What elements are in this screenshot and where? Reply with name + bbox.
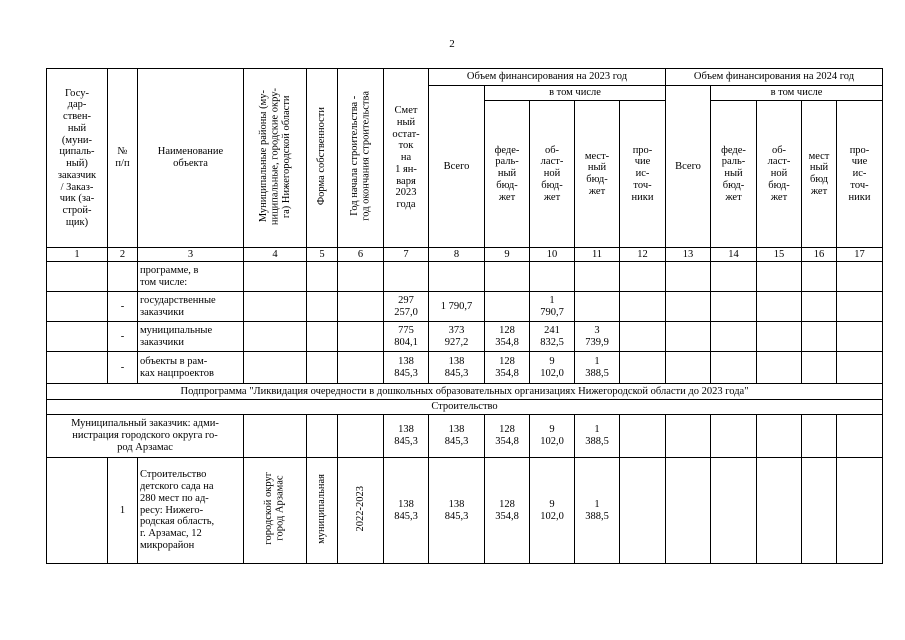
header-federal-2024: феде- раль- ный бюд- жет — [711, 101, 757, 248]
cell-local: 1 388,5 — [575, 415, 620, 458]
header-local-2023: мест- ный бюд- жет — [575, 101, 620, 248]
table-row — [47, 458, 883, 564]
header-including-2023: в том числе — [485, 86, 666, 101]
cell-regional: 9 102,0 — [530, 415, 575, 458]
table-row — [47, 262, 883, 292]
object-years: 2022-2023 — [338, 458, 384, 564]
programme-text: программе, в том числе: — [138, 262, 244, 292]
header-including-2024: в том числе — [711, 86, 883, 101]
subprogramme-title: Подпрограмма "Ликвидация очередности в дошкольных образовательных организациях Нижегородской области до 2023 года" — [47, 384, 883, 400]
cell-federal: 128 354,8 — [485, 322, 530, 352]
cell-regional: 9 102,0 — [530, 352, 575, 384]
cell-total: 1 790,7 — [429, 292, 485, 322]
table-row — [47, 292, 883, 322]
header-districts: Муниципальные районы (му- ниципальные, городские окру- га) Нижегородской области — [244, 69, 307, 248]
header-number: № п/п — [108, 69, 138, 248]
header-regional-2023: об- ласт- ной бюд- жет — [530, 101, 575, 248]
header-fin-2023: Объем финансирования на 2023 год — [429, 69, 666, 86]
cell-total: 138 845,3 — [429, 415, 485, 458]
header-regional-2024: об- ласт- ной бюд- жет — [757, 101, 802, 248]
row-dash: - — [108, 292, 138, 322]
header-total-2023: Всего — [429, 86, 485, 248]
cell-total: 138 845,3 — [429, 352, 485, 384]
cell-local: 1 388,5 — [575, 352, 620, 384]
row-dash: - — [108, 352, 138, 384]
cell-balance: 138 845,3 — [384, 458, 429, 564]
cell-balance: 138 845,3 — [384, 352, 429, 384]
object-ownership: муниципальная — [307, 458, 338, 564]
cell-federal: 128 354,8 — [485, 352, 530, 384]
header-other-2023: про- чие ис- точ- ники — [620, 101, 666, 248]
cell-regional: 9 102,0 — [530, 458, 575, 564]
cell-balance: 138 845,3 — [384, 415, 429, 458]
column-numbers-row — [47, 248, 883, 262]
cell-regional: 1 790,7 — [530, 292, 575, 322]
object-district: городской округ город Арзамас — [244, 458, 307, 564]
cell-federal: 128 354,8 — [485, 458, 530, 564]
header-local-2024: мест ный бюд жет — [802, 101, 837, 248]
cell-local: 3 739,9 — [575, 322, 620, 352]
col-num: 11 — [575, 248, 620, 262]
customer-name: Муниципальный заказчик: адми- нистрация городского округа го- род Арзамас — [47, 415, 244, 458]
header-total-2024: Всего — [666, 86, 711, 248]
col-num: 1 — [47, 248, 108, 262]
cell-balance: 297 257,0 — [384, 292, 429, 322]
col-num: 10 — [530, 248, 575, 262]
header-years: Год начала строительства - год окончания строительства — [338, 69, 384, 248]
table-row — [47, 415, 883, 458]
table-row — [47, 322, 883, 352]
table-row — [47, 352, 883, 384]
col-num: 2 — [108, 248, 138, 262]
col-num: 3 — [138, 248, 244, 262]
financing-table — [46, 68, 883, 564]
header-fin-2024: Объем финансирования на 2024 год — [666, 69, 883, 86]
header-other-2024: про- чие ис- точ- ники — [837, 101, 883, 248]
col-num: 13 — [666, 248, 711, 262]
col-num: 12 — [620, 248, 666, 262]
object-name: Строительство детского сада на 280 мест по ад- ресу: Нижего- родская область, г. Арзамас, 12 микрорайон — [138, 458, 244, 564]
cell-total: 138 845,3 — [429, 458, 485, 564]
page-number: 2 — [449, 38, 455, 50]
row-name: объекты в рам- ках нацпроектов — [138, 352, 244, 384]
row-dash: - — [108, 322, 138, 352]
col-num: 7 — [384, 248, 429, 262]
header-customer: Госу- дар- ствен- ный (муни- ципаль- ный) заказчик / Заказ- чик (за- строй- щик) — [47, 69, 108, 248]
col-num: 5 — [307, 248, 338, 262]
col-num: 8 — [429, 248, 485, 262]
cell-federal: 128 354,8 — [485, 415, 530, 458]
col-num: 14 — [711, 248, 757, 262]
header-federal-2023: феде- раль- ный бюд- жет — [485, 101, 530, 248]
construction-heading: Строительство — [47, 400, 883, 415]
object-number: 1 — [108, 458, 138, 564]
header-estimated-balance: Смет ный остат- ток на 1 ян- варя 2023 года — [384, 69, 429, 248]
col-num: 6 — [338, 248, 384, 262]
header-object-name: Наименование объекта — [138, 69, 244, 248]
row-name: государственные заказчики — [138, 292, 244, 322]
cell-local: 1 388,5 — [575, 458, 620, 564]
col-num: 17 — [837, 248, 883, 262]
col-num: 4 — [244, 248, 307, 262]
cell-balance: 775 804,1 — [384, 322, 429, 352]
col-num: 16 — [802, 248, 837, 262]
header-ownership: Форма собственности — [307, 69, 338, 248]
col-num: 15 — [757, 248, 802, 262]
row-name: муниципальные заказчики — [138, 322, 244, 352]
col-num: 9 — [485, 248, 530, 262]
cell-regional: 241 832,5 — [530, 322, 575, 352]
cell-total: 373 927,2 — [429, 322, 485, 352]
